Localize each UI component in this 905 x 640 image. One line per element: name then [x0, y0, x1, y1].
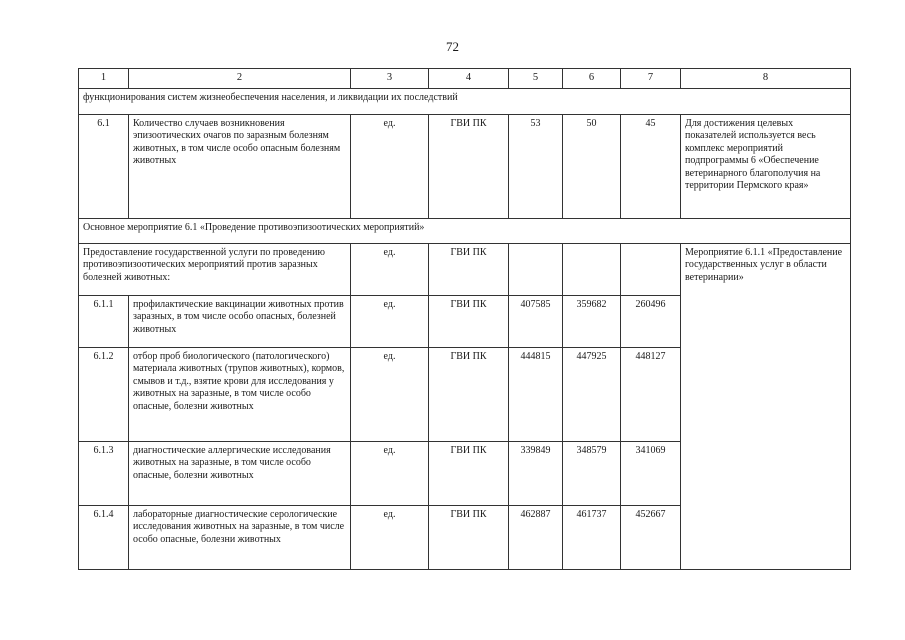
column-header: 3 [351, 69, 429, 89]
column-header-row [79, 69, 851, 89]
row-value-7 [621, 243, 681, 295]
column-header: 5 [509, 69, 563, 89]
row-org: ГВИ ПК [429, 243, 509, 295]
row-value-6: 461737 [563, 505, 621, 569]
section-title: Основное мероприятие 6.1 «Проведение противоэпизоотических мероприятий» [79, 218, 851, 243]
row-number: 6.1.1 [79, 295, 129, 347]
row-value-6: 359682 [563, 295, 621, 347]
table-row [79, 243, 851, 295]
row-org: ГВИ ПК [429, 295, 509, 347]
row-name: лабораторные диагностические серологические исследования животных на заразные, в том числе особо опасные, болезни животных [129, 505, 351, 569]
row-unit: ед. [351, 505, 429, 569]
row-unit: ед. [351, 347, 429, 441]
row-value-7: 448127 [621, 347, 681, 441]
row-name: диагностические аллергические исследования животных на заразные, в том числе особо опасные, болезни животных [129, 441, 351, 505]
row-number: 6.1 [79, 114, 129, 218]
row-org: ГВИ ПК [429, 347, 509, 441]
row-value-5: 407585 [509, 295, 563, 347]
row-org: ГВИ ПК [429, 505, 509, 569]
section-row [79, 218, 851, 243]
row-org: ГВИ ПК [429, 114, 509, 218]
table-row [79, 114, 851, 218]
row-value-6 [563, 243, 621, 295]
row-unit: ед. [351, 295, 429, 347]
row-value-6: 348579 [563, 441, 621, 505]
row-value-5 [509, 243, 563, 295]
row-org: ГВИ ПК [429, 441, 509, 505]
row-number: 6.1.3 [79, 441, 129, 505]
row-value-7: 260496 [621, 295, 681, 347]
row-unit: ед. [351, 441, 429, 505]
section-title: функционирования систем жизнеобеспечения населения, и ликвидации их последствий [79, 88, 851, 114]
row-name: отбор проб биологического (патологического) материала животных (трупов животных), кормов, смывов и т.д., взятие крови для исследования у животных на заразные, в том числе особо опасные, болезни животных [129, 347, 351, 441]
row-note: Для достижения целевых показателей используется весь комплекс мероприятий подпрограммы 6 «Обеспечение ветеринарного благополучия на территории Пермского края» [681, 114, 851, 218]
row-number: 6.1.4 [79, 505, 129, 569]
row-unit: ед. [351, 243, 429, 295]
row-value-6: 50 [563, 114, 621, 218]
column-header: 1 [79, 69, 129, 89]
column-header: 7 [621, 69, 681, 89]
row-value-5: 462887 [509, 505, 563, 569]
column-header: 8 [681, 69, 851, 89]
service-name: Предоставление государственной услуги по проведению противоэпизоотических мероприятий против заразных болезней животных: [79, 243, 351, 295]
row-value-5: 53 [509, 114, 563, 218]
row-name: Количество случаев возникновения эпизоотических очагов по заразным болезням животных, в том числе особо опасным болезням животных [129, 114, 351, 218]
row-unit: ед. [351, 114, 429, 218]
column-header: 2 [129, 69, 351, 89]
row-number: 6.1.2 [79, 347, 129, 441]
row-value-5: 444815 [509, 347, 563, 441]
row-value-7: 45 [621, 114, 681, 218]
row-value-7: 341069 [621, 441, 681, 505]
row-value-5: 339849 [509, 441, 563, 505]
row-name: профилактические вакцинации животных против заразных, в том числе особо опасных, болезней животных [129, 295, 351, 347]
column-header: 4 [429, 69, 509, 89]
indicators-table [78, 68, 851, 570]
row-value-7: 452667 [621, 505, 681, 569]
section-row [79, 88, 851, 114]
row-value-6: 447925 [563, 347, 621, 441]
page-number: 72 [446, 39, 459, 54]
service-note: Мероприятие 6.1.1 «Предоставление государственных услуг в области ветеринарии» [681, 243, 851, 569]
column-header: 6 [563, 69, 621, 89]
